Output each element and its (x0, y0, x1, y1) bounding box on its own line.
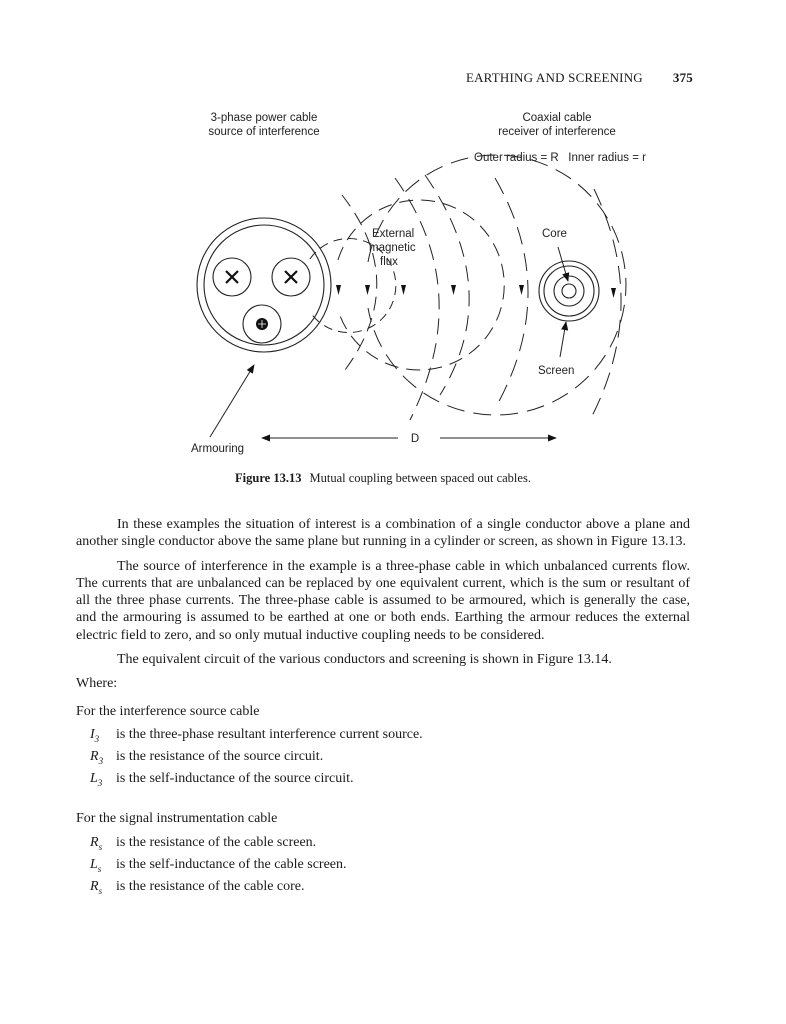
leader-armouring (210, 365, 254, 437)
page-number: 375 (672, 70, 693, 85)
paragraph-2: The source of interference in the example is a three-phase cable in which unbalanced currents flow. The currents that are unbalanced can be replaced by one equivalent current, which is the sum or resultant of all the three phase currents. The three-phase cable is assumed to be armoured, which is generally the case, and the armouring is assumed to be earthed at one or both ends. Earthing the armour reduces the external electric field to zero, and so only mutual inductive coupling needs to be considered. (76, 558, 690, 643)
body-text (76, 516, 690, 918)
cross-left-icon (226, 271, 238, 283)
flux-arc-3 (425, 175, 469, 395)
dot-conductor-icon (256, 318, 268, 330)
leader-core (558, 247, 568, 281)
label-source-line1: 3-phase power cable (210, 112, 318, 124)
definition-text: is the resistance of the cable core. (116, 878, 305, 894)
label-screen: Screen (538, 365, 575, 377)
where-label: Where: (76, 676, 118, 692)
flux-arc-5 (590, 189, 621, 420)
symbol: $L_3$ (90, 771, 103, 788)
label-radius: Outer radius = R Inner radius = r (474, 152, 646, 164)
caption-number: Figure 13.13 (235, 471, 302, 485)
definition-row (90, 856, 690, 878)
definition-text: is the resistance of the source circuit. (116, 749, 324, 765)
leader-screen (560, 322, 566, 357)
coax-screen-outer (539, 261, 599, 321)
signal-heading: For the signal instrumentation cable (76, 811, 278, 827)
flux-arc-2 (395, 178, 439, 420)
flux-arrow-2 (365, 285, 370, 295)
paragraph-3: The equivalent circuit of the various conductors and screening is shown in Figure 13.14. (117, 652, 612, 668)
flux-circle-outer (368, 155, 626, 415)
label-flux-line1: External (372, 228, 415, 240)
symbol: $I_3$ (90, 726, 100, 744)
definition-text: is the resistance of the cable screen. (116, 834, 317, 850)
three-phase-cable (197, 218, 331, 352)
flux-arrow-3 (401, 285, 406, 295)
label-receiver-line2: receiver of interference (498, 126, 616, 138)
label-flux-line3: flux (380, 256, 398, 268)
flux-arrow-4 (451, 285, 456, 295)
signal-definitions (90, 834, 690, 900)
definition-text: is the self-inductance of the source circuit. (116, 771, 354, 787)
coaxial-cable (539, 261, 599, 321)
running-head-title: EARTHING AND SCREENING (465, 70, 643, 85)
caption-text: Mutual coupling between spaced out cables. (309, 471, 531, 485)
coax-screen-inner (544, 266, 594, 316)
flux-arrow-6 (611, 288, 616, 298)
flux-arc-4 (495, 178, 528, 405)
label-armouring: Armouring (191, 443, 245, 455)
flux-arrow-5 (519, 285, 524, 295)
flux-arc-1 (342, 195, 377, 370)
leader-lines (210, 247, 568, 437)
flux-field-lines (310, 155, 626, 420)
definition-text: is the three-phase resultant interference current source. (116, 726, 423, 742)
paragraph-1: In these examples the situation of interest is a combination of a single conductor above a plane and another single conductor above the same plane but running in a cylinder or screen, as shown in Figure 13.13. (76, 517, 690, 550)
flux-arrow-1 (336, 285, 341, 295)
label-flux-line2: magnetic (369, 242, 416, 254)
source-definitions (90, 726, 690, 792)
definition-row (90, 770, 690, 792)
symbol: $R_s$ (90, 878, 103, 896)
cross-right-icon (285, 271, 297, 283)
definition-row (90, 748, 690, 770)
label-core: Core (542, 228, 567, 240)
definition-row (90, 726, 690, 748)
definition-text: is the self-inductance of the cable screen. (116, 856, 347, 872)
label-distance: D (410, 433, 420, 445)
armour-outer (197, 218, 331, 352)
symbol: $L_s$ (90, 856, 102, 874)
definition-row (90, 834, 690, 856)
flux-circle-middle (338, 200, 504, 370)
definition-row (90, 878, 690, 900)
label-source-line2: source of interference (208, 126, 320, 138)
symbol: $R_s$ (90, 834, 103, 852)
figure-caption (0, 471, 766, 486)
current-into-page-marks (226, 271, 297, 283)
symbol: $R_3$ (90, 749, 104, 766)
figure-mutual-coupling (0, 0, 786, 500)
coax-core (562, 284, 576, 298)
coax-dielectric (554, 276, 584, 306)
label-receiver-line1: Coaxial cable (522, 112, 592, 124)
source-heading: For the interference source cable (76, 703, 260, 719)
